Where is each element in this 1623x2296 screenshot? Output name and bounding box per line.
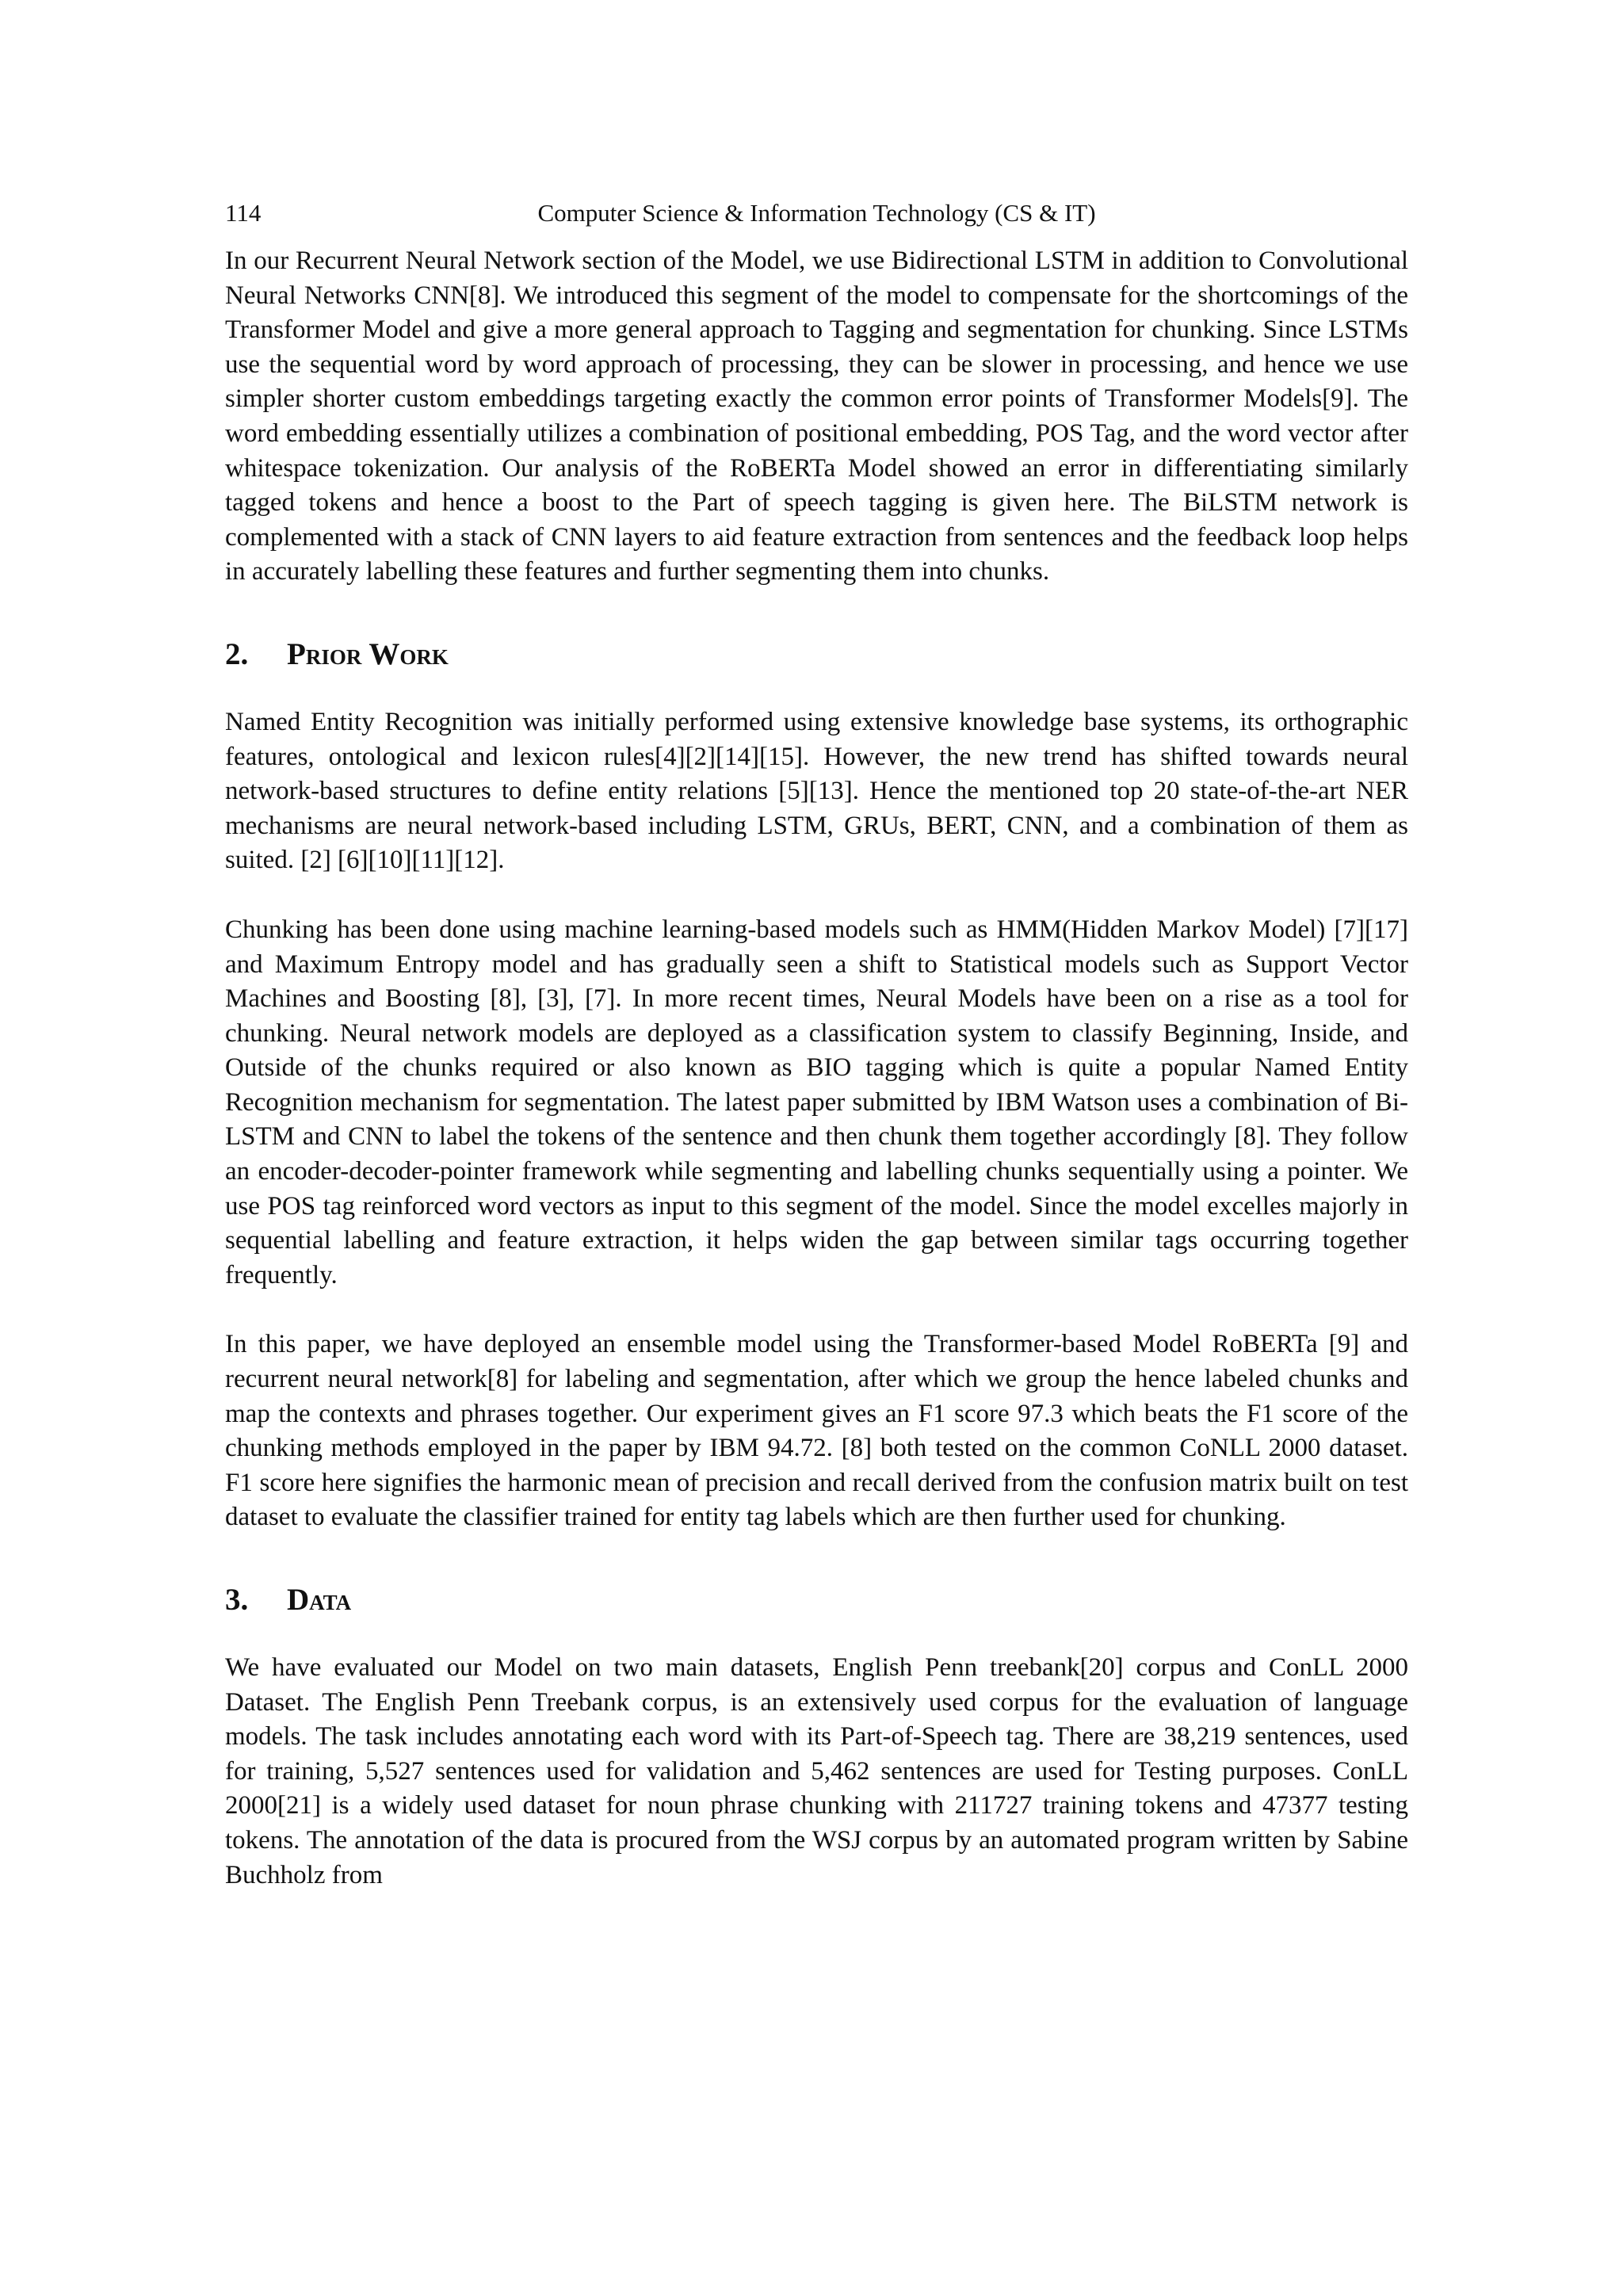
prior-work-paragraph-1: Named Entity Recognition was initially performed using extensive knowledge base systems, its orthographic features, ontological and lexicon rules[4][2][14][15]. However, the new trend has shifted towards neural network-based structures to define entity relations [5][13]. Hence the mentioned top 20 state-of-the-art NER mechanisms are neural network-based including LSTM, GRUs, BERT, CNN, and a combination of them as suited. [2] [6][10][11][12]. [225,707,1408,875]
prior-work-paragraph-3: In this paper, we have deployed an ensemble model using the Transformer-based Model RoBERTa [9] and recurrent neural network[8] for labeling and segmentation, after which we group the hence labeled chunks and map the contexts and phrases together. Our experiment gives an F1 score 97.3 which beats the F1 score of the chunking methods employed in the paper by IBM 94.72. [8] both tested on the common CoNLL 2000 dataset. F1 score here signifies the harmonic mean of precision and recall derived from the confusion matrix built on test dataset to evaluate the classifier trained for entity tag labels which are then further used for chunking. [225,1330,1408,1532]
body-text [225,244,1408,1893]
page-number: 114 [225,199,262,227]
section-number: 3. [225,1583,249,1617]
running-header [225,195,1408,231]
section-title: Prior Work [287,636,449,671]
section-number: 2. [225,636,249,671]
prior-work-paragraph-2: Chunking has been done using machine learning-based models such as HMM(Hidden Markov Model) [7][17] and Maximum Entropy model and has gradually seen a shift to Statistical models such as Support Vector Machines and Boosting [8], [3], [7]. In more recent times, Neural Models have been on a rise as a tool for chunking. Neural network models are deployed as a classification system to classify Beginning, Inside, and Outside of the chunks required or also known as BIO tagging which is quite a popular Named Entity Recognition mechanism for segmentation. The latest paper submitted by IBM Watson uses a combination of Bi-LSTM and CNN to label the tokens of the sentence and then chunk them together accordingly [8]. They follow an encoder-decoder-pointer framework while segmenting and labelling chunks sequentially using a pointer. We use POS tag reinforced word vectors as input to this segment of the model. Since the model excelles majorly in sequential labelling and feature extraction, it helps widen the gap between similar tags occurring together frequently. [225,915,1408,1289]
intro-paragraph: In our Recurrent Neural Network section of the Model, we use Bidirectional LSTM in addition to Convolutional Neural Networks CNN[8]. We introduced this segment of the model to compensate for the shortcomings of the Transformer Model and give a more general approach to Tagging and segmentation for chunking. Since LSTMs use the sequential word by word approach of processing, they can be slower in processing, and hence we use simpler shorter custom embeddings targeting exactly the common error points of Transformer Models[9]. The word embedding essentially utilizes a combination of positional embedding, POS Tag, and the word vector after whitespace tokenization. Our analysis of the RoBERTa Model showed an error in differentiating similarly tagged tokens and hence a boost to the Part of speech tagging is given here. The BiLSTM network is complemented with a stack of CNN layers to aid feature extraction from sentences and the feedback loop helps in accurately labelling these features and further segmenting them into chunks. [225,246,1408,586]
section-title: Data [287,1583,352,1617]
data-paragraph-1: We have evaluated our Model on two main datasets, English Penn treebank[20] corpus and ConLL 2000 Dataset. The English Penn Treebank corpus, is an extensively used corpus for the evaluation of language models. The task includes annotating each word with its Part-of-Speech tag. There are 38,219 sentences, used for training, 5,527 sentences used for validation and 5,462 sentences are used for Testing purposes. ConLL 2000[21] is a widely used dataset for noun phrase chunking with 211727 training tokens and 47377 testing tokens. The annotation of the data is procured from the WSJ corpus by an automated program written by Sabine Buchholz from [225,1653,1408,1889]
journal-title: Computer Science & Information Technology (CS & IT) [537,199,1096,227]
section-heading-data [225,1581,1408,1619]
paper-page [225,195,1408,1893]
section-heading-prior-work [225,636,1408,674]
